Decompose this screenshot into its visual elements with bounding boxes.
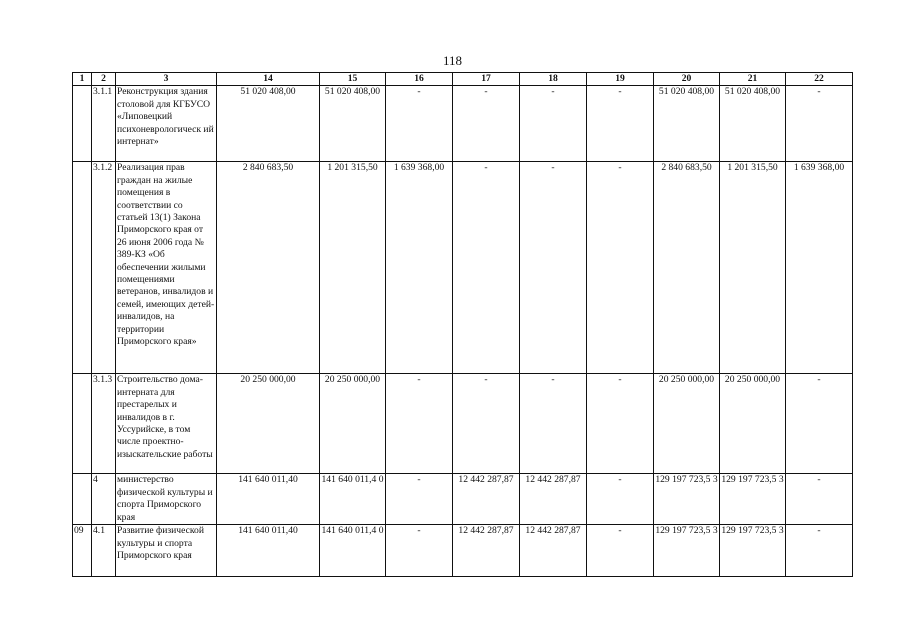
value-cell-17: 12 442 287,87 — [453, 474, 520, 525]
header-cell: 16 — [386, 73, 453, 86]
value-cell-14: 20 250 000,00 — [217, 374, 320, 474]
header-cell: 3 — [116, 73, 217, 86]
value-cell-21: 129 197 723,5 3 — [720, 474, 786, 525]
value-cell-20: 20 250 000,00 — [654, 374, 720, 474]
value-cell-15: 141 640 011,4 0 — [320, 474, 386, 525]
page-number: 118 — [442, 53, 463, 68]
header-cell: 15 — [320, 73, 386, 86]
code-cell: 09 — [73, 525, 92, 577]
value-cell-14: 2 840 683,50 — [217, 162, 320, 374]
value-cell-15: 1 201 315,50 — [320, 162, 386, 374]
value-cell-16: 1 639 368,00 — [386, 162, 453, 374]
value-cell-19: - — [587, 525, 654, 577]
item-description-cell: Реконструкция здания столовой для КГБУСО «Липовецкий психоневрологическ ий интернат» — [116, 86, 217, 162]
item-number-cell: 3.1.2 — [92, 162, 116, 374]
code-cell — [73, 374, 92, 474]
value-cell-19: - — [587, 474, 654, 525]
value-cell-20: 51 020 408,00 — [654, 86, 720, 162]
value-cell-14: 141 640 011,40 — [217, 525, 320, 577]
header-cell: 21 — [720, 73, 786, 86]
item-description-cell: министерство физической культуры и спорта Приморского края — [116, 474, 217, 525]
item-number-cell: 4.1 — [92, 525, 116, 577]
header-cell: 1 — [73, 73, 92, 86]
value-cell-15: 20 250 000,00 — [320, 374, 386, 474]
value-cell-21: 1 201 315,50 — [720, 162, 786, 374]
value-cell-22: - — [786, 525, 853, 577]
item-description-cell: Строительство дома-интерната для престарелых и инвалидов в г. Уссурийске, в том числе проектно-изыскательские работы — [116, 374, 217, 474]
value-cell-21: 51 020 408,00 — [720, 86, 786, 162]
item-number-cell: 3.1.3 — [92, 374, 116, 474]
value-cell-19: - — [587, 162, 654, 374]
table-row — [73, 374, 853, 474]
value-cell-18: - — [520, 374, 587, 474]
table-row — [73, 162, 853, 374]
item-description-cell: Развитие физической культуры и спорта Приморского края — [116, 525, 217, 577]
item-number-cell: 3.1.1 — [92, 86, 116, 162]
value-cell-21: 129 197 723,5 3 — [720, 525, 786, 577]
header-cell: 18 — [520, 73, 587, 86]
value-cell-22: - — [786, 474, 853, 525]
value-cell-15: 141 640 011,4 0 — [320, 525, 386, 577]
budget-table — [72, 72, 853, 577]
value-cell-17: - — [453, 374, 520, 474]
value-cell-20: 2 840 683,50 — [654, 162, 720, 374]
value-cell-18: - — [520, 86, 587, 162]
value-cell-15: 51 020 408,00 — [320, 86, 386, 162]
value-cell-21: 20 250 000,00 — [720, 374, 786, 474]
value-cell-16: - — [386, 474, 453, 525]
value-cell-20: 129 197 723,5 3 — [654, 474, 720, 525]
value-cell-16: - — [386, 374, 453, 474]
value-cell-19: - — [587, 374, 654, 474]
value-cell-18: 12 442 287,87 — [520, 525, 587, 577]
value-cell-16: - — [386, 525, 453, 577]
value-cell-22: - — [786, 374, 853, 474]
value-cell-18: 12 442 287,87 — [520, 474, 587, 525]
value-cell-18: - — [520, 162, 587, 374]
header-cell: 19 — [587, 73, 654, 86]
value-cell-14: 141 640 011,40 — [217, 474, 320, 525]
value-cell-16: - — [386, 86, 453, 162]
header-cell: 20 — [654, 73, 720, 86]
table-row — [73, 525, 853, 577]
value-cell-14: 51 020 408,00 — [217, 86, 320, 162]
header-row — [73, 73, 853, 86]
code-cell — [73, 162, 92, 374]
item-number-cell: 4 — [92, 474, 116, 525]
value-cell-22: 1 639 368,00 — [786, 162, 853, 374]
value-cell-17: - — [453, 86, 520, 162]
header-cell: 14 — [217, 73, 320, 86]
code-cell — [73, 474, 92, 525]
item-description-cell: Реализация прав граждан на жилые помещения в соответствии со статьей 13(1) Закона Приморского края от 26 июня 2006 года № 389-КЗ «Об обеспечении жилыми помещениями ветеранов, инвалидов и семей, имеющих детей-инвалидов, на территории Приморского края» — [116, 162, 217, 374]
header-cell: 2 — [92, 73, 116, 86]
table-row — [73, 86, 853, 162]
header-cell: 22 — [786, 73, 853, 86]
table-row — [73, 474, 853, 525]
header-cell: 17 — [453, 73, 520, 86]
value-cell-20: 129 197 723,5 3 — [654, 525, 720, 577]
value-cell-17: - — [453, 162, 520, 374]
value-cell-19: - — [587, 86, 654, 162]
value-cell-22: - — [786, 86, 853, 162]
code-cell — [73, 86, 92, 162]
value-cell-17: 12 442 287,87 — [453, 525, 520, 577]
